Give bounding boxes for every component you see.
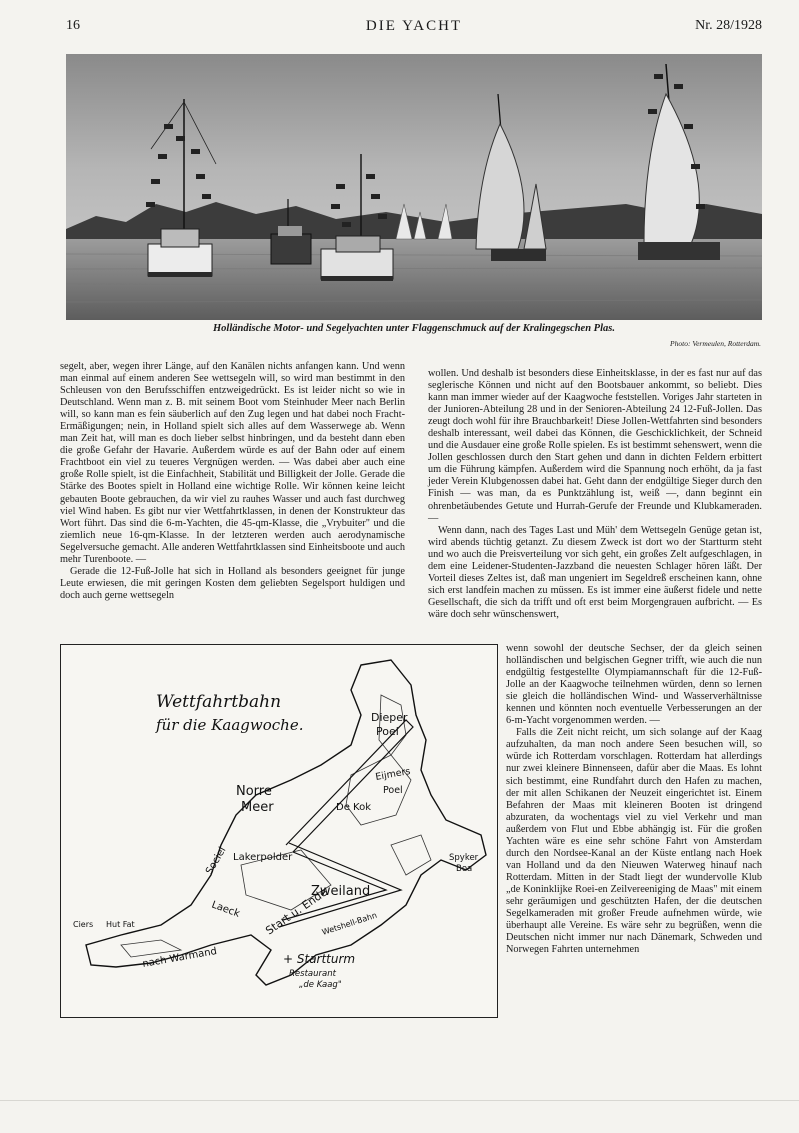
right-paragraph-4: Falls die Zeit nicht reicht, um sich solange auf der Kaag aufzuhalten, da man noch andere Seen besuchen will, so würde ich Rotterdam vorschlagen. Rotterdam hat allerdings nur zwei kleinere Binnenseen, dafür aber die Maas. Es lohnt sich bestimmt, eine Rundfahrt durch den Hafen zu machen, der mit allen Schikanen der Neuzeit eingerichtet ist. Einem Befahren der Maas mit kleineren Booten ist dringend abzuraten, da wochentags viel zu viel Verkehr und man außerdem von Flut und Ebbe abhängig ist. Für die großen Yachten wäre es eine sehr schöne Fahrt von Amsterdam durch den Nordsee-Kanal an der Küste entlang nach Hoek van Holland und da den Nieuwen Waterweg hinauf nach Rotterdam. Mitten in der Stadt liegt der wundervolle Klub „de Koninklijke Roei-en Zeilvereeniging de Maas" mit einem sehr geräumigen und geschützten Hafen, der die deutschen Segelkameraden mit großer Freude aufnehmen würde, wie überhaupt alle Vereine. Es wäre sehr zu begrüßen, wenn die Deutschen nicht immer nur nach Dänemark, Schweden und Norwegen Fahrten unternehmen xyxy=(506,727,762,956)
right-paragraph-1: wollen. Und deshalb ist besonders diese Einheitsklasse, in der es fast nur auf das seglerische Können und nicht auf den Bootsbauer ankommt, so beliebt. Dies kann man immer wieder auf der Kaagwoche feststellen. Voriges Jahr starteten in der Junioren-Abteilung 28 und in der Senioren-Abteilung 24 12-Fuß-Jollen. Das zeugt doch wohl für ihre Brauchbarkeit! Diese Jollen-Wettfahrten sind besonders deshalb interessant, weil dabei das Können, die Geschicklichkeit, der Schneid und die Ausdauer eine große Rolle spielen. Es ist bestimmt sehenswert, wenn die Jollen geschlossen durch den Start gehen und dann in dichten Feldern erbittert um die Führung kämpfen. Außerdem wird die Spannung noch erhöht, da ja fast jeder Verein Klubgenossen dabei hat. Geht dann der endgültige Sieger durch den Finish — was man, da es Punktzählung ist, weiß —, dann beginnt ein ohrenbetäubendes Getute und Hurrah-Gerufe der Freunde und Klubkameraden. — xyxy=(428,368,763,524)
label-eijmers: Eijmers xyxy=(374,766,412,783)
yachts-photo xyxy=(66,54,762,320)
page-bottom-rule xyxy=(0,1100,799,1101)
magazine-title: DIE YACHT xyxy=(365,18,463,34)
label-laeck: Laeck xyxy=(209,899,242,920)
left-paragraph-2: Gerade die 12-Fuß-Jolle hat sich in Holland als besonders geeignet für junge Leute erwiesen, die mit geringen Kosten dem geliebten Segelsport huldigen und doch auch gerne wettsegeln xyxy=(60,565,405,601)
course-map-drawing xyxy=(61,645,497,1017)
right-paragraph-3: wenn sowohl der deutsche Sechser, der da gleich seinen holländischen und belgischen Gegner trifft, wie auch die nun endgültig festgestellte Olympiamannschaft für die 12-Fuß-Jolle an der Kaagwoche teilnehmen würden, denn so lernen sie gleich die holländischen Wind- und Wasserverhältnisse kennen und könnten noch eventuelle Verbesserungen an der 6-m-Yacht vorgenommen werden. — xyxy=(506,643,762,727)
left-paragraph-1: segelt, aber, wegen ihrer Länge, auf den Kanälen nichts anfangen kann. Und wenn man einmal auf einem anderen See wettsegeln will, so wird man bestimmt in den Schleusen von den Berufsschiffen entzweigedrückt. Es ist leider nicht so wie in Deutschland. Wenn man z. B. mit seinem Boot vom Steinhuder Meer nach Berlin will, so kann man es fein säuberlich auf den Zug legen und hat dabei noch Fracht-Ermäßigungen; nein, in Holland spielt sich alles auf dem Wasserwege ab. Wenn man Zeit hat, will man es doch lieber selbst hinbringen, und da besteht dann eben die große Gefahr der Havarie. Außerdem würde es auf der Bahn oder auf einem Frachtboot ein viel zu teueres Vergnügen werden. — Was dabei aber auch eine große Rolle spielt, ist die Einfachheit, Stabilität und Billigkeit der Jolle. Gerade die Stärke des Bootes spielt in Holland eine wichtige Rolle. Wir können keine leicht gebauten Boote gebrauchen, da wir viel zu rauhes Wasser und auch fast durchweg viel Wind haben. Es gibt nur vier Wettfahrtklassen, in denen der Konstrukteur das Wort führt. Das sind die 6-m-Yachten, die 45-qm-Klasse, die „Vrybuiter" und die ziemlich neue 16-qm-Klasse. In der letzteren werden auch aerodynamische Segelversuche gemacht. Alle anderen Wettfahrtklassen sind Einheitsboote und auch mehr Turenboote. — xyxy=(60,361,405,565)
lake-outline xyxy=(86,660,486,985)
page-header xyxy=(66,18,762,38)
map-title-line2: für die Kaagwoche. xyxy=(156,716,304,734)
map-title-line1: Wettfahrtbahn xyxy=(156,692,282,712)
label-wetshell-bahn: Wetshell-Bahn xyxy=(320,910,379,937)
photo-caption: Holländische Motor- und Segelyachten unter Flaggenschmuck auf der Kralingegschen Plas. xyxy=(213,323,615,334)
label-hut-fat: Hut Fat xyxy=(106,920,135,929)
article-right-column-top xyxy=(428,368,762,621)
label-spyker: Spyker xyxy=(449,853,479,863)
label-lakerpolder: Lakerpolder xyxy=(233,852,293,863)
right-paragraph-2: Wenn dann, nach des Tages Last und Müh' dem Wettsegeln Genüge getan ist, wird abends tüchtig getanzt. Zu diesem Zweck ist dort wo der Startturm steht und wo auch die Preisverteilung vor sich geht, ein großes Zelt aufgeschlagen, in dem eine Leidener-Studenten-Jazzband die neuesten Schlager hören läßt. Der Vorteil dieses Zeltes ist, daß man ungeniert im Segeldreß erscheinen kann, ohne sich erst landfein machen zu müssen. Es ist immer eine äußerst fidele und nette Gesellschaft, die sich da trifft und oft erst beim Morgengrauen aufbricht. — Es wäre doch sehr wünschenswert, xyxy=(428,524,762,620)
label-dieper-poel: Poel xyxy=(376,725,399,738)
label-sociel: Sociel xyxy=(204,845,229,877)
label-boa: Boa xyxy=(456,864,473,874)
yachts-photo-illustration xyxy=(66,54,762,320)
label-de-kok: De Kok xyxy=(336,802,371,813)
label-eijmers-poel: Poel xyxy=(383,785,403,796)
label-dieper: Dieper xyxy=(371,711,408,724)
label-de-kaag: „de Kaag" xyxy=(299,980,342,990)
label-restaurant: Restaurant xyxy=(289,969,336,979)
article-left-column xyxy=(60,361,405,602)
label-zweiland: Zweiland xyxy=(311,884,371,899)
article-right-column-bottom xyxy=(506,643,762,956)
label-nach-warmand: nach Warmand xyxy=(141,946,218,970)
page-number: 16 xyxy=(66,18,80,33)
label-ciers: Ciers xyxy=(73,920,94,929)
label-norre-meer: Meer xyxy=(241,800,274,815)
label-norre: Norre xyxy=(236,784,272,799)
issue-number: Nr. 28/1928 xyxy=(695,18,762,33)
course-map xyxy=(60,644,498,1018)
label-start-ende: Start u. Ende xyxy=(263,885,330,938)
photo-credit: Photo: Vermeulen, Rotterdam. xyxy=(670,339,761,348)
label-startturm: + Startturm xyxy=(283,952,356,966)
